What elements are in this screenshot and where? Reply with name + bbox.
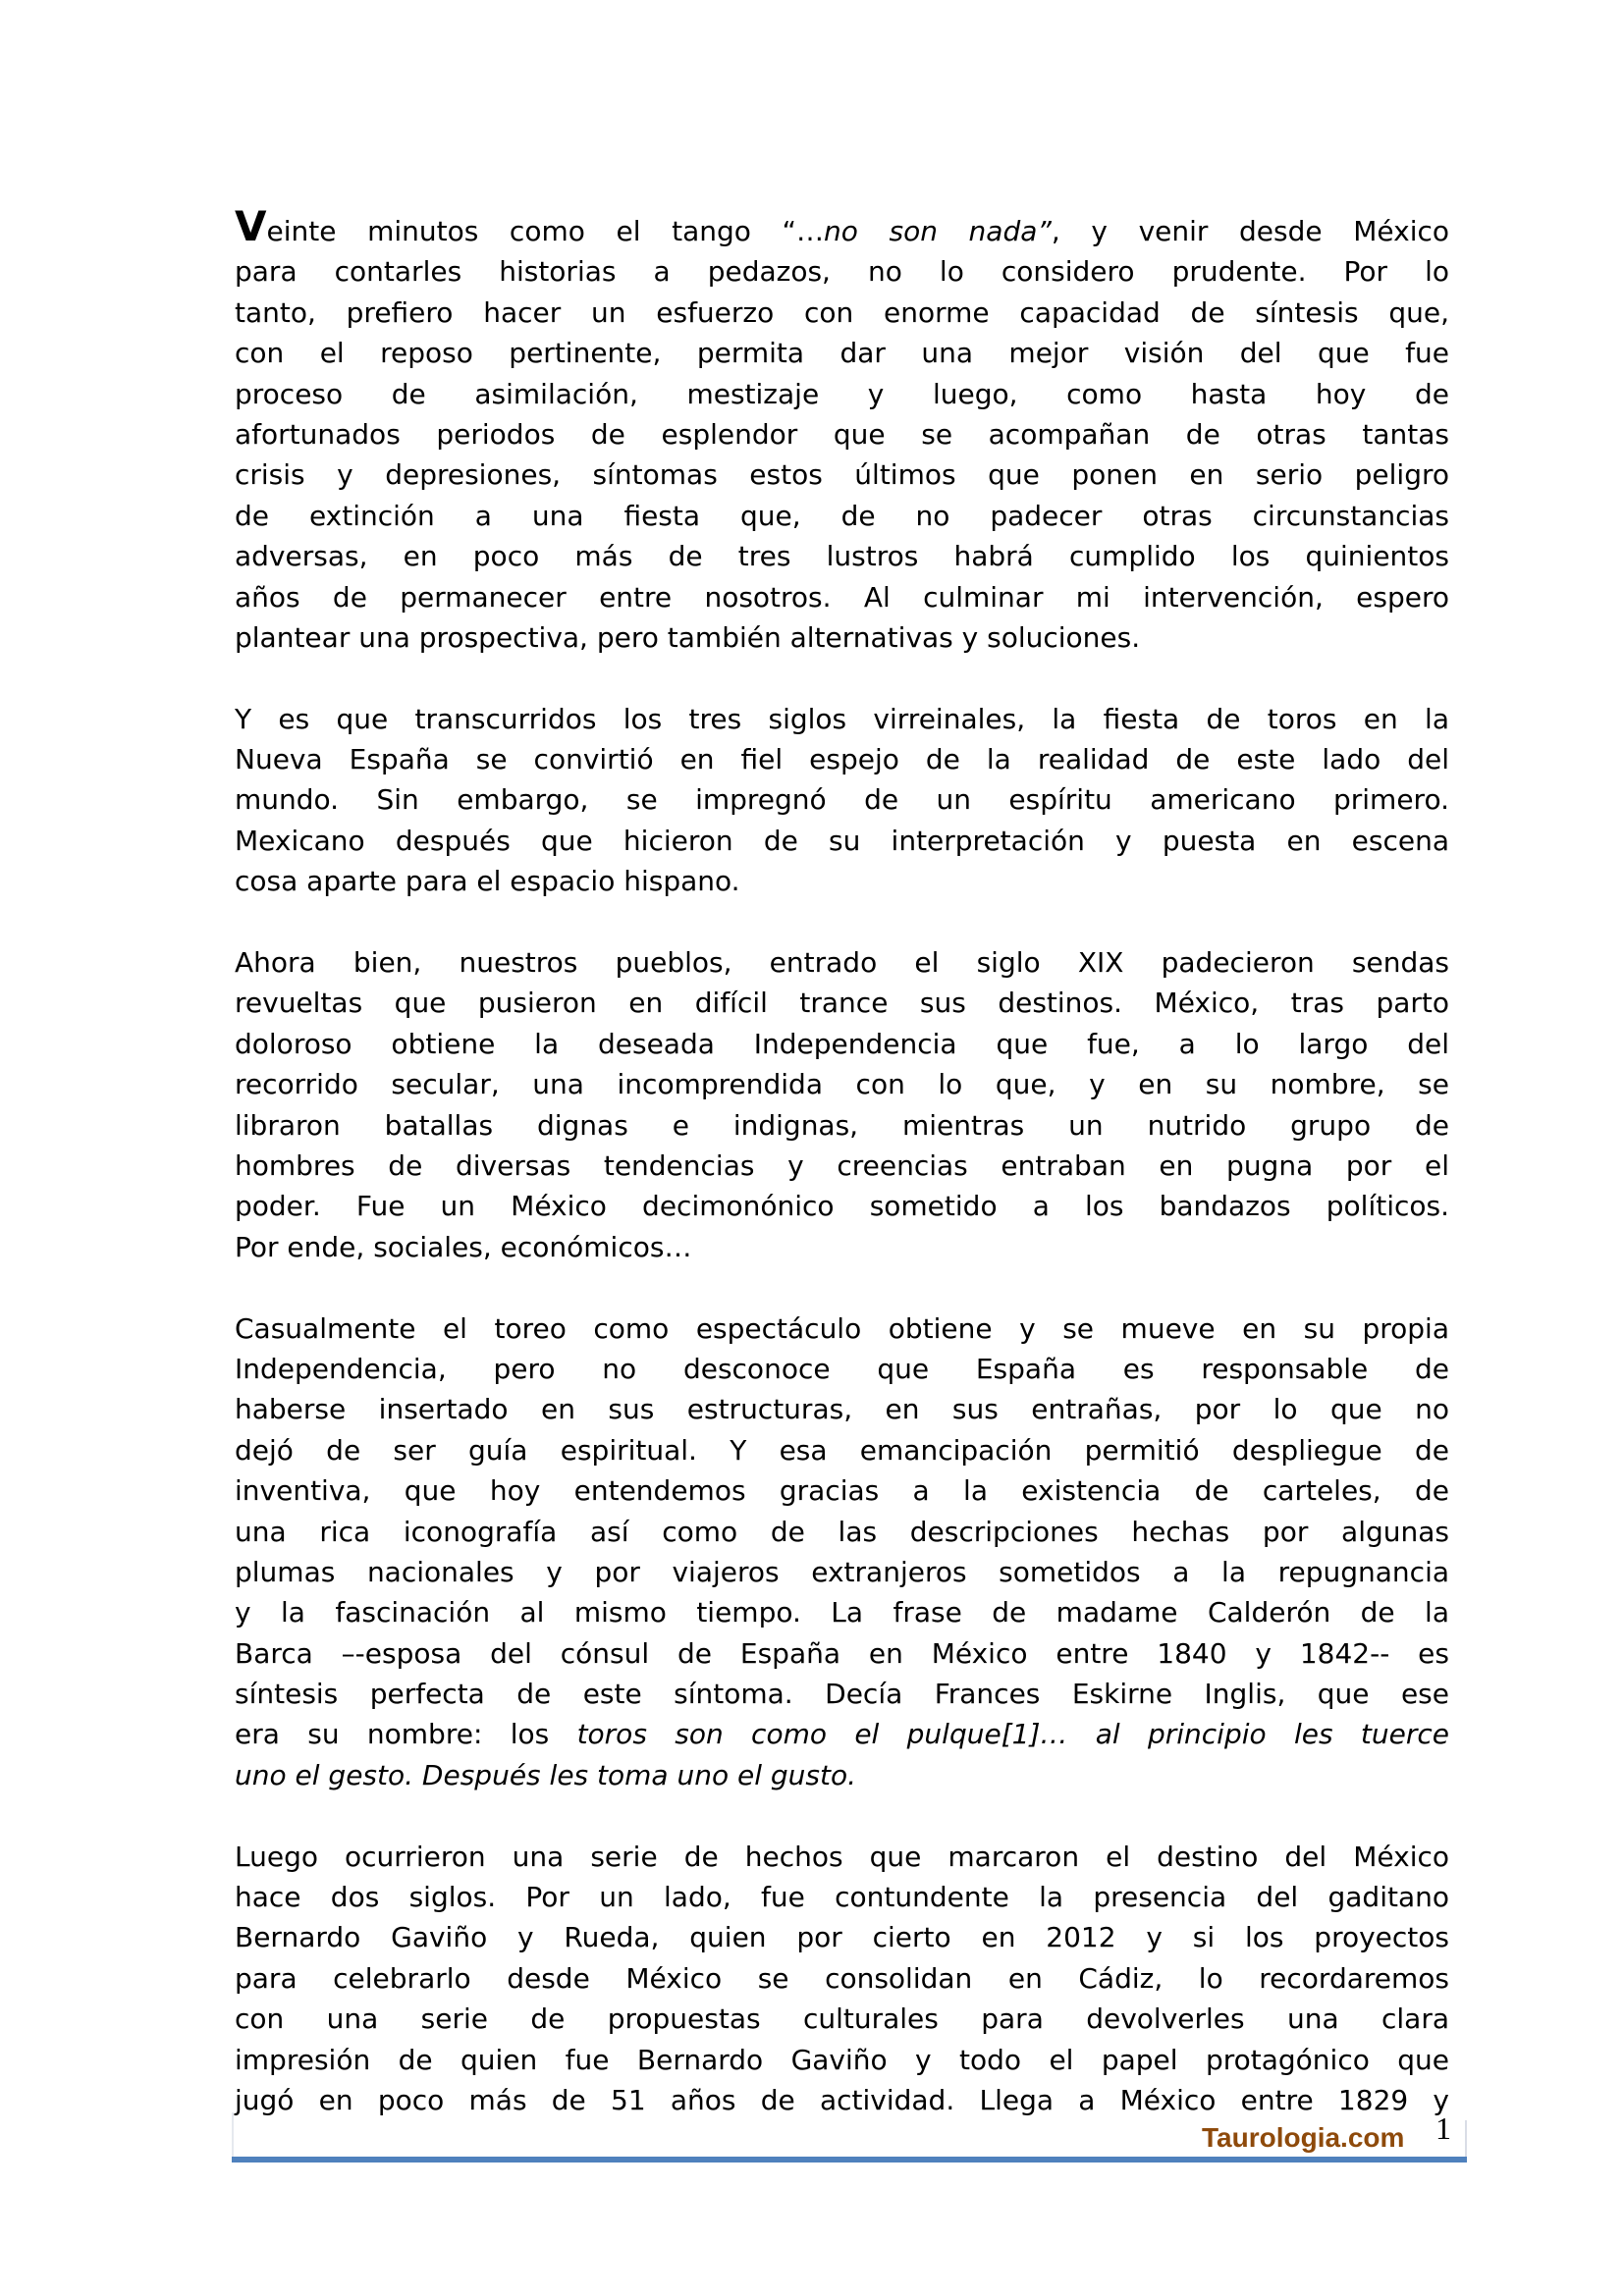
text-line xyxy=(235,536,1449,576)
text-segment: para contarles historias a pedazos, no lo considero prudente. Por lo xyxy=(235,255,1449,289)
text-line xyxy=(235,2040,1449,2080)
text-segment: libraron batallas dignas e indignas, mientras un nutrido grupo de xyxy=(235,1108,1449,1142)
body-text xyxy=(235,202,1450,2162)
footer-site-name: Taurologia.com xyxy=(1202,2122,1405,2153)
text-segment: con una serie de propuestas culturales para devolverles una clara xyxy=(235,2002,1449,2036)
text-line xyxy=(235,2080,1449,2120)
text-segment: einte minutos como el tango “… xyxy=(266,215,824,247)
page-number: 1 xyxy=(1435,2110,1451,2146)
text-line xyxy=(235,293,1449,333)
text-segment: hace dos siglos. Por un lado, fue contundente la presencia del gaditano xyxy=(235,1881,1449,1914)
text-line xyxy=(235,1958,1449,1999)
text-line xyxy=(235,779,1449,820)
italic-text: no son nada” xyxy=(824,215,1052,247)
text-line xyxy=(235,1837,1449,1877)
text-segment: era su nombre: los xyxy=(235,1718,577,1751)
text-segment: cosa aparte para el espacio hispano. xyxy=(235,865,740,898)
text-segment: Luego ocurrieron una serie de hechos que marcaron el destino del México xyxy=(235,1840,1449,1873)
text-segment: revueltas que pusieron en difícil trance sus destinos. México, tras parto xyxy=(235,987,1449,1020)
text-segment: crisis y depresiones, síntomas estos últimos que ponen en serio peligro xyxy=(235,458,1449,492)
text-line xyxy=(235,739,1449,779)
footer-right-divider xyxy=(1465,2120,1467,2160)
text-line xyxy=(235,1024,1449,1064)
text-line xyxy=(235,1714,1449,1754)
text-line xyxy=(235,1674,1449,1714)
text-line xyxy=(235,496,1449,536)
text-segment: recorrido secular, una incomprendida con lo que, y en su nombre, se xyxy=(235,1068,1449,1101)
paragraph xyxy=(235,699,1449,902)
text-segment: impresión de quien fue Bernardo Gaviño y todo el papel protagónico que xyxy=(235,2043,1449,2076)
text-segment: tanto, prefiero hacer un esfuerzo con enorme capacidad de síntesis que, xyxy=(235,295,1449,329)
text-line xyxy=(235,333,1449,373)
text-line xyxy=(235,1592,1449,1632)
text-segment: Casualmente el toreo como espectáculo obtiene y se mueve en su propia xyxy=(235,1311,1449,1345)
text-segment: Barca –-esposa del cónsul de España en México entre 1840 y 1842-- es xyxy=(235,1636,1449,1670)
text-line xyxy=(235,1308,1449,1349)
text-segment: síntesis perfecta de este síntoma. Decía Frances Eskirne Inglis, que ese xyxy=(235,1678,1449,1711)
text-line xyxy=(235,1389,1449,1429)
text-line xyxy=(235,1633,1449,1674)
text-segment: plantear una prospectiva, pero también alternativas y soluciones. xyxy=(235,620,1141,654)
text-segment: años de permanecer entre nosotros. Al culminar mi intervención, espero xyxy=(235,580,1449,614)
footer-left-divider xyxy=(232,2112,234,2158)
text-line xyxy=(235,1105,1449,1146)
text-line xyxy=(235,374,1449,414)
text-line xyxy=(235,699,1449,739)
text-segment: doloroso obtiene la deseada Independencia que fue, a lo largo del xyxy=(235,1027,1449,1060)
paragraph xyxy=(235,1837,1449,2121)
text-segment: hombres de diversas tendencias y creencias entraban en pugna por el xyxy=(235,1148,1449,1182)
text-segment: jugó en poco más de 51 años de actividad. Llega a México entre 1829 y xyxy=(235,2083,1449,2116)
text-segment: proceso de asimilación, mestizaje y luego, como hasta hoy de xyxy=(235,377,1449,410)
text-segment: mundo. Sin embargo, se impregnó de un espíritu americano primero. xyxy=(235,783,1449,817)
text-line xyxy=(235,1186,1449,1226)
text-segment: adversas, en poco más de tres lustros habrá cumplido los quinientos xyxy=(235,540,1449,573)
text-segment: Nueva España se convirtió en fiel espejo de la realidad de este lado del xyxy=(235,743,1449,776)
text-line xyxy=(235,861,1449,901)
text-line xyxy=(235,821,1449,861)
text-line xyxy=(235,1877,1449,1917)
text-line xyxy=(235,251,1449,292)
text-line xyxy=(235,414,1449,454)
text-segment: una rica iconografía así como de las descripciones hechas por algunas xyxy=(235,1515,1449,1548)
drop-cap: V xyxy=(235,202,267,250)
text-line xyxy=(235,1917,1449,1957)
text-segment: y la fascinación al mismo tiempo. La frase de madame Calderón de la xyxy=(235,1596,1449,1629)
text-line xyxy=(235,1146,1449,1186)
text-segment: Y es que transcurridos los tres siglos virreinales, la fiesta de toros en la xyxy=(235,702,1449,735)
text-line xyxy=(235,1349,1449,1389)
text-line xyxy=(235,617,1449,658)
text-segment: para celebrarlo desde México se consolidan en Cádiz, lo recordaremos xyxy=(235,1961,1449,1995)
paragraph xyxy=(235,1308,1449,1796)
text-segment: Bernardo Gaviño y Rueda, quien por cierto en 2012 y si los proyectos xyxy=(235,1921,1449,1954)
text-line xyxy=(235,1552,1449,1592)
text-line xyxy=(235,1227,1449,1267)
text-segment: Ahora bien, nuestros pueblos, entrado el siglo XIX padecieron sendas xyxy=(235,946,1449,980)
text-line xyxy=(235,942,1449,983)
text-segment: poder. Fue un México decimonónico sometido a los bandazos políticos. xyxy=(235,1190,1449,1223)
text-line xyxy=(235,1430,1449,1470)
text-line xyxy=(235,1999,1449,2039)
text-line xyxy=(235,983,1449,1023)
italic-text: toros son como el pulque[1]… al principio les tuerce xyxy=(576,1718,1449,1751)
text-segment: Mexicano después que hicieron de su interpretación y puesta en escena xyxy=(235,824,1449,857)
text-segment: con el reposo pertinente, permita dar una mejor visión del que fue xyxy=(235,337,1449,370)
text-segment: Independencia, pero no desconoce que España es responsable de xyxy=(235,1352,1449,1385)
text-line xyxy=(235,1755,1449,1795)
text-line xyxy=(235,1470,1449,1511)
text-segment: haberse insertado en sus estructuras, en sus entrañas, por lo que no xyxy=(235,1393,1449,1426)
text-segment: Por ende, sociales, económicos… xyxy=(235,1230,692,1263)
paragraph xyxy=(235,942,1449,1267)
text-segment: plumas nacionales y por viajeros extranjeros sometidos a la repugnancia xyxy=(235,1555,1449,1588)
text-segment: afortunados periodos de esplendor que se acompañan de otras tantas xyxy=(235,417,1449,451)
text-segment: inventiva, que hoy entendemos gracias a la existencia de carteles, de xyxy=(235,1474,1449,1508)
paragraph xyxy=(235,202,1450,658)
text-segment: de extinción a una fiesta que, de no padecer otras circunstancias xyxy=(235,499,1449,532)
text-line xyxy=(235,1512,1449,1552)
text-line xyxy=(235,577,1449,617)
text-line xyxy=(235,1064,1449,1104)
text-segment: dejó de ser guía espiritual. Y esa emancipación permitió despliegue de xyxy=(235,1433,1449,1467)
text-line xyxy=(235,454,1449,495)
text-line xyxy=(235,202,1450,251)
text-segment: , y venir desde México xyxy=(1051,215,1450,247)
footer-rule xyxy=(232,2157,1467,2163)
italic-text: uno el gesto. Después les toma uno el gusto. xyxy=(235,1758,857,1791)
